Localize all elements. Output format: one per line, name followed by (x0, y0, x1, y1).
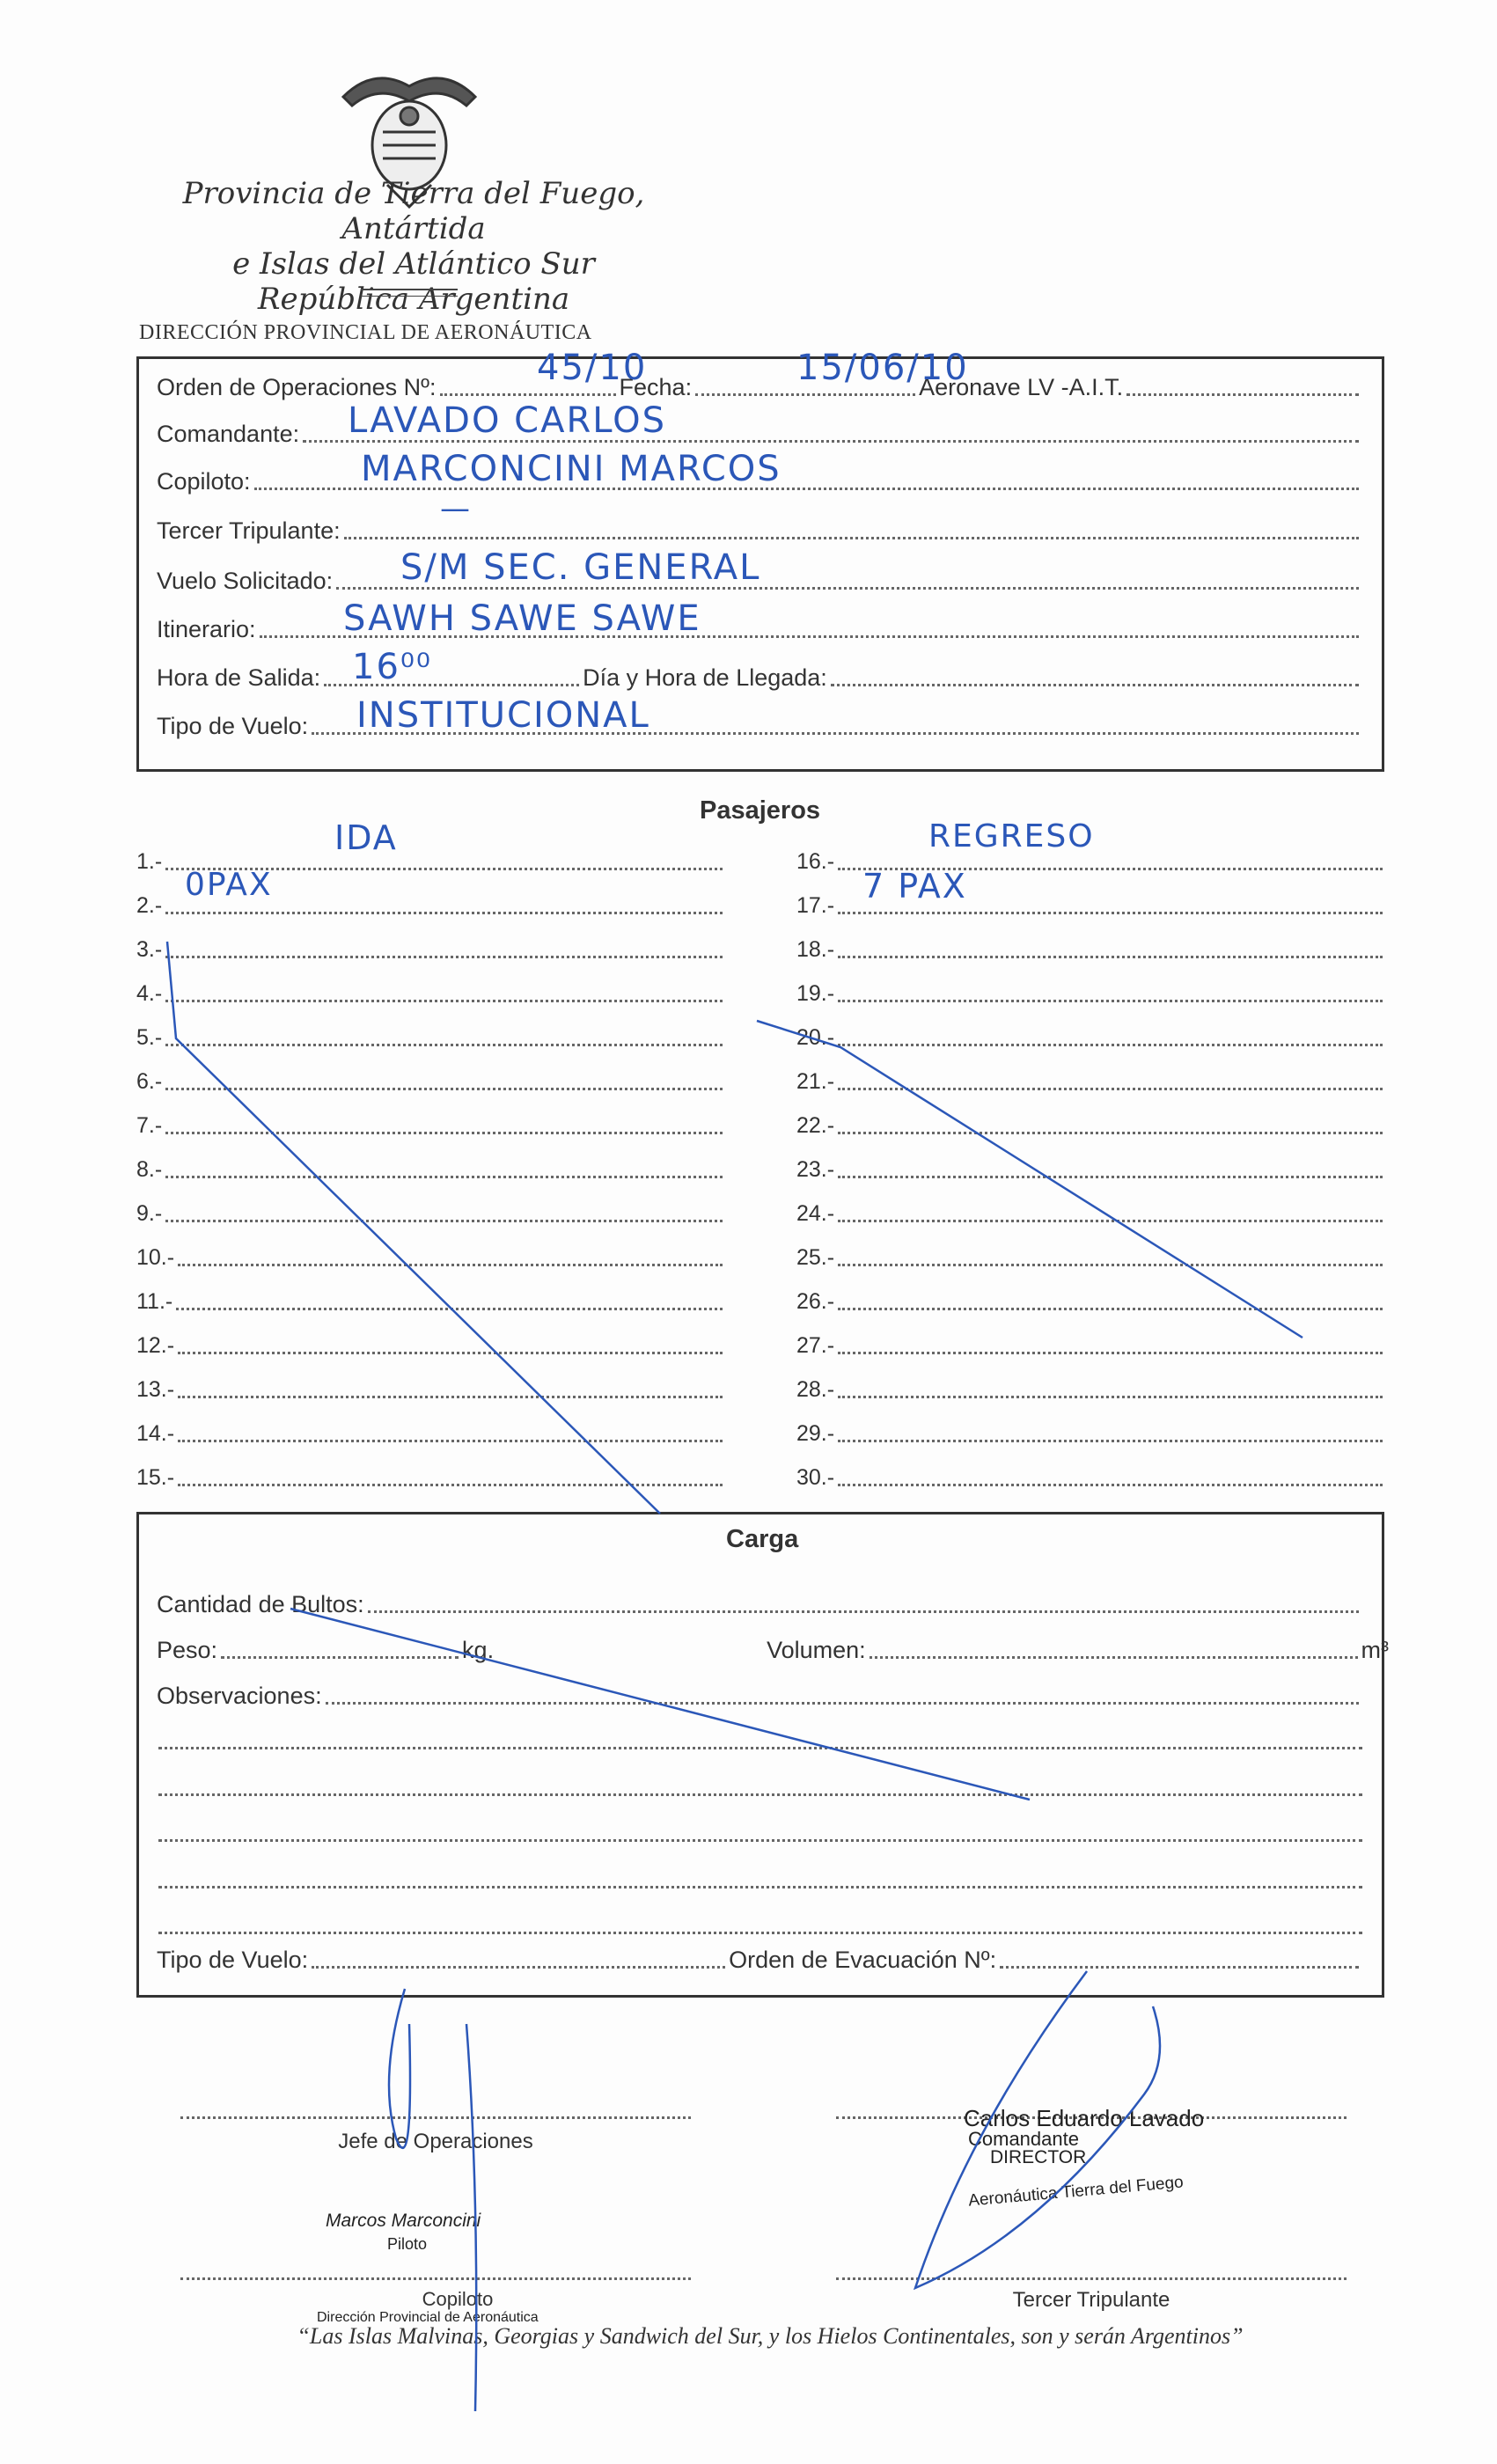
comandante-caption: Comandante (968, 2128, 1079, 2150)
kg-unit: kg. (462, 1637, 495, 1663)
pasajero-number: 27.- (796, 1333, 835, 1358)
pasajeros-title: Pasajeros (700, 796, 821, 825)
right-column-strike (757, 1021, 1303, 1338)
stamp-left-name: Marcos Marconcini (326, 2211, 481, 2231)
tercer-value: — (440, 491, 472, 526)
volumen-label: Volumen: (767, 1637, 866, 1663)
itinerario-value: SAWH SAWE SAWE (343, 598, 701, 639)
comandante-label: Comandante: (157, 421, 300, 447)
fecha-value: 15/06/10 (796, 348, 969, 388)
pasajero-number: 1.- (136, 849, 163, 874)
footer-motto: “Las Islas Malvinas, Georgias y Sandwich del Sur, y los Hielos Continentales, son y serán Argentinos” (297, 2323, 1244, 2349)
pasajero-number: 29.- (796, 1421, 835, 1446)
comandante-value: LAVADO CARLOS (348, 400, 666, 441)
pasajero-number: 4.- (136, 981, 163, 1006)
pasajero-number: 9.- (136, 1201, 163, 1226)
carga-tipo-label: Tipo de Vuelo: (157, 1947, 309, 1973)
pasajero-number: 8.- (136, 1157, 163, 1182)
copiloto-label: Copiloto: (157, 468, 251, 495)
stamp-left-role: Piloto (387, 2235, 428, 2253)
pasajero-17-value: 7 PAX (862, 867, 967, 906)
tercer-caption: Tercer Tripulante (1012, 2288, 1170, 2312)
tercer-label: Tercer Tripulante: (157, 517, 341, 544)
pasajero-number: 11.- (136, 1289, 173, 1314)
pasajero-number: 20.- (796, 1025, 835, 1050)
copiloto-signature (466, 2024, 476, 2411)
province-line-2: e Islas del Atlántico Sur (232, 246, 595, 282)
jefe-caption: Jefe de Operaciones (338, 2130, 533, 2153)
pasajero-number: 21.- (796, 1069, 835, 1094)
carga-strike (290, 1609, 1030, 1800)
pasajero-number: 6.- (136, 1069, 163, 1094)
itinerario-label: Itinerario: (157, 616, 256, 642)
pasajero-16-value: REGRESO (928, 818, 1095, 854)
copiloto-value: MARCONCINI MARCOS (361, 449, 782, 489)
province-line-3: República Argentina (257, 282, 570, 317)
pasajero-2-value: 0PAX (185, 867, 273, 903)
peso-label: Peso: (157, 1637, 218, 1663)
stamp-right-org: Aeronáutica Tierra del Fuego (967, 2173, 1185, 2211)
fecha-label: Fecha: (619, 374, 693, 400)
stamp-left-org: Dirección Provincial de Aeronáutica (317, 2310, 539, 2325)
evac-label: Orden de Evacuación Nº: (729, 1947, 997, 1973)
pasajero-number: 24.- (796, 1201, 835, 1226)
province-line-1: Provincia de Tierra del Fuego, Antártida (182, 176, 645, 246)
pasajero-number: 5.- (136, 1025, 163, 1050)
pasajero-number: 14.- (136, 1421, 175, 1446)
bultos-label: Cantidad de Bultos: (157, 1591, 364, 1617)
left-column-strike (167, 942, 660, 1514)
pasajero-number: 7.- (136, 1113, 163, 1138)
pasajero-number: 28.- (796, 1377, 835, 1402)
llegada-label: Día y Hora de Llegada: (583, 664, 827, 691)
stamp-right-name: Carlos Eduardo Lavado (964, 2105, 1205, 2131)
pasajero-number: 2.- (136, 893, 163, 918)
tipo-label: Tipo de Vuelo: (157, 713, 309, 739)
pasajero-number: 26.- (796, 1289, 835, 1314)
pasajero-number: 18.- (796, 937, 835, 962)
pasajero-number: 22.- (796, 1113, 835, 1138)
comandante-signature (915, 1971, 1160, 2288)
jefe-signature (389, 1989, 410, 2148)
pasajero-number: 10.- (136, 1245, 175, 1270)
pasajero-number: 25.- (796, 1245, 835, 1270)
stamp-right-role: DIRECTOR (990, 2147, 1087, 2167)
observaciones-label: Observaciones: (157, 1683, 322, 1709)
m3-unit: m³ (1361, 1637, 1389, 1663)
pasajero-number: 30.- (796, 1465, 835, 1490)
aeronave-label: Aeronave LV -A.I.T. (919, 374, 1124, 400)
pasajero-number: 16.- (796, 849, 835, 874)
orden-label: Orden de Operaciones Nº: (157, 374, 437, 400)
hora-label: Hora de Salida: (157, 664, 321, 691)
department-title: DIRECCIÓN PROVINCIAL DE AERONÁUTICA (139, 321, 592, 344)
pasajero-number: 3.- (136, 937, 163, 962)
pasajero-1-value: IDA (334, 818, 398, 857)
orden-value: 45/10 (537, 348, 648, 388)
pasajero-number: 12.- (136, 1333, 175, 1358)
pasajero-number: 19.- (796, 981, 835, 1006)
tipo-value: INSTITUCIONAL (356, 695, 650, 736)
pasajero-number: 23.- (796, 1157, 835, 1182)
vuelo-label: Vuelo Solicitado: (157, 568, 334, 594)
copiloto-caption: Copiloto (422, 2288, 494, 2310)
carga-title: Carga (726, 1525, 799, 1553)
pasajero-number: 13.- (136, 1377, 175, 1402)
pasajero-number: 15.- (136, 1465, 175, 1490)
pasajero-number: 17.- (796, 893, 835, 918)
vuelo-value: S/M SEC. GENERAL (400, 547, 761, 588)
hora-value: 16⁰⁰ (352, 647, 432, 687)
